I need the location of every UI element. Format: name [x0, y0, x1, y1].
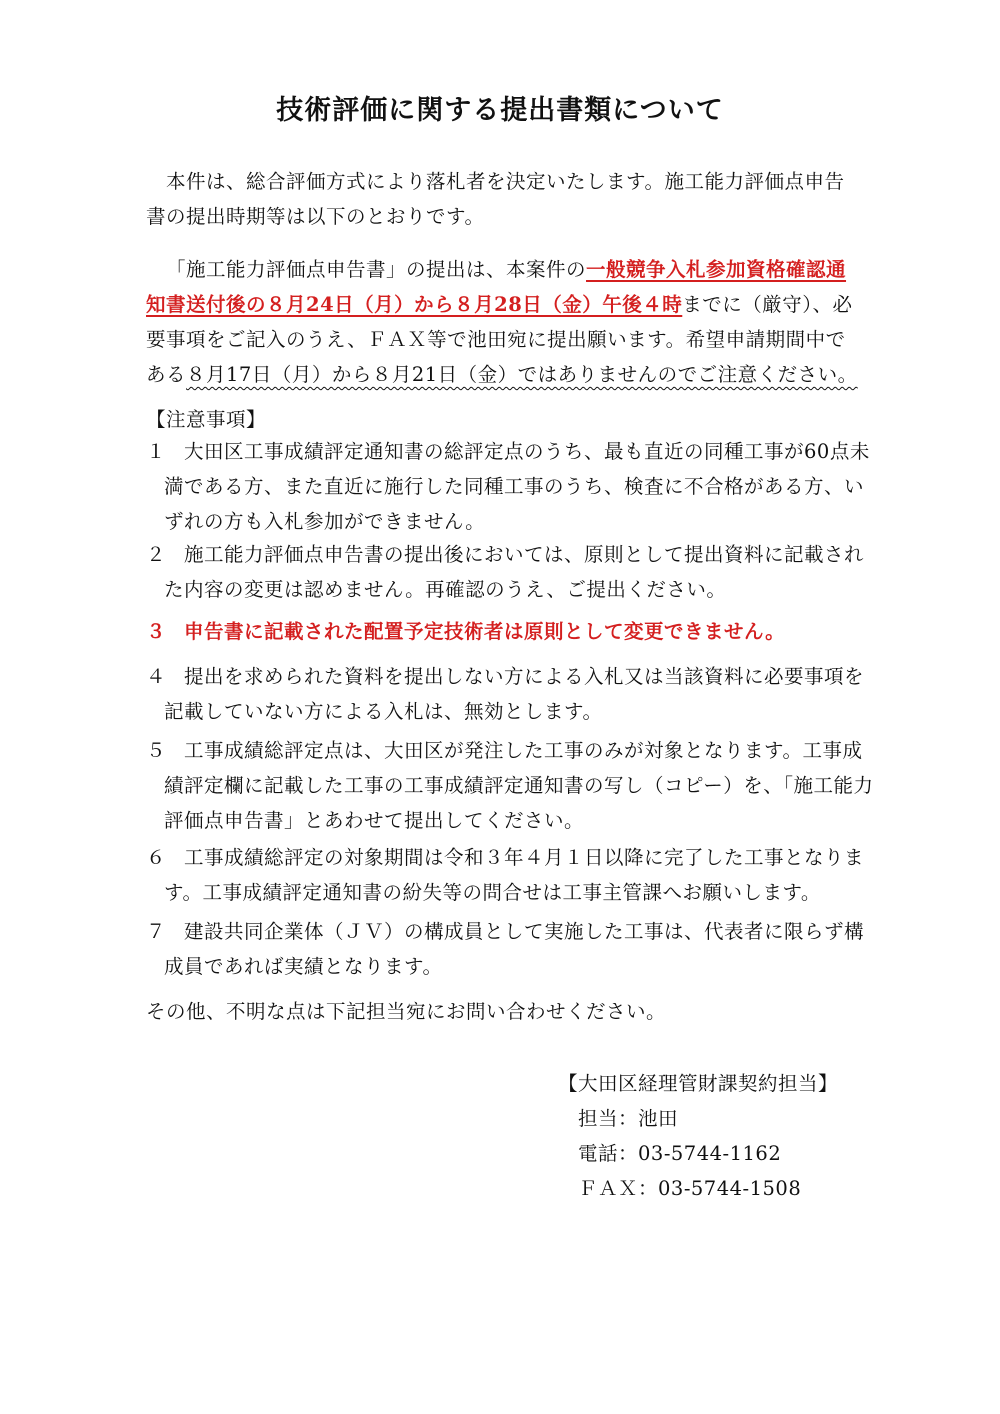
intro-paragraph: 本件は、総合評価方式により落札者を決定いたします。施工能力評価点申告書の提出時期等は以下のとおりです。 — [146, 170, 845, 228]
note-text: 工事成績総評定の対象期間は令和３年４月１日以降に完了した工事となります。工事成績評定通知書の紛失等の問合せは工事主管課へお願いします。 — [164, 846, 865, 904]
note-number: ４ — [146, 665, 167, 688]
contact-phone: 電話：03-5744-1162 — [578, 1142, 782, 1165]
note-text: 申告書に記載された配置予定技術者は原則として変更できません。 — [184, 620, 786, 643]
contact-fax: ＦＡＸ：03-5744-1508 — [578, 1177, 802, 1200]
note-number: ６ — [146, 846, 167, 869]
contact-person: 担当：池田 — [578, 1107, 679, 1130]
contact-heading: 【大田区経理管財課契約担当】 — [558, 1072, 839, 1095]
submission-deadline: 一般競争入札参加資格確認通知書送付後の８月24日（月）から８月28日（金）午後４時 — [146, 258, 847, 316]
note-number: ７ — [146, 920, 167, 943]
note-number: ５ — [146, 739, 167, 762]
submission-caution: ８月17日（月）から８月21日（金）ではありませんのでご注意ください。 — [186, 363, 858, 386]
note-number: ２ — [146, 543, 167, 566]
note-text: 施工能力評価点申告書の提出後においては、原則として提出資料に記載された内容の変更は認めません。再確認のうえ、ご提出ください。 — [164, 543, 865, 601]
note-item-6 — [146, 840, 876, 910]
note-item-4 — [146, 659, 876, 729]
note-number: ３ — [146, 620, 167, 643]
note-item-2 — [146, 537, 876, 607]
page-title: 技術評価に関する提出書類について — [276, 95, 724, 126]
submission-text-1: 「施工能力評価点申告書」の提出は、本案件の — [166, 258, 587, 281]
submission-text-2: までに（厳守）、必要事項をご記入のうえ、ＦＡＸ等で池田宛に提出願います。希望申請期間中である — [146, 293, 853, 386]
note-text: 大田区工事成績評定通知書の総評定点のうち、最も直近の同種工事が60点未満である方、また直近に施行した同種工事のうち、検査に不合格がある方、いずれの方も入札参加ができません。 — [164, 440, 870, 533]
closing-line: その他、不明な点は下記担当宛にお問い合わせください。 — [146, 1000, 667, 1023]
note-item-1 — [146, 434, 876, 539]
note-item-3 — [146, 614, 876, 649]
notes-heading: 【注意事項】 — [146, 408, 267, 431]
note-text: 提出を求められた資料を提出しない方による入札又は当該資料に必要事項を記載していない方による入札は、無効とします。 — [164, 665, 865, 723]
note-text: 工事成績総評定点は、大田区が発注した工事のみが対象となります。工事成績評定欄に記載した工事の工事成績評定通知書の写し（コピー）を、「施工能力評価点申告書」とあわせて提出してください。 — [164, 739, 874, 832]
note-text: 建設共同企業体（ＪＶ）の構成員として実施した工事は、代表者に限らず構成員であれば実績となります。 — [164, 920, 865, 978]
note-number: １ — [146, 440, 167, 463]
submission-paragraph — [146, 252, 858, 392]
note-item-5 — [146, 733, 876, 838]
note-item-7 — [146, 914, 876, 984]
contact-block — [558, 1066, 878, 1206]
